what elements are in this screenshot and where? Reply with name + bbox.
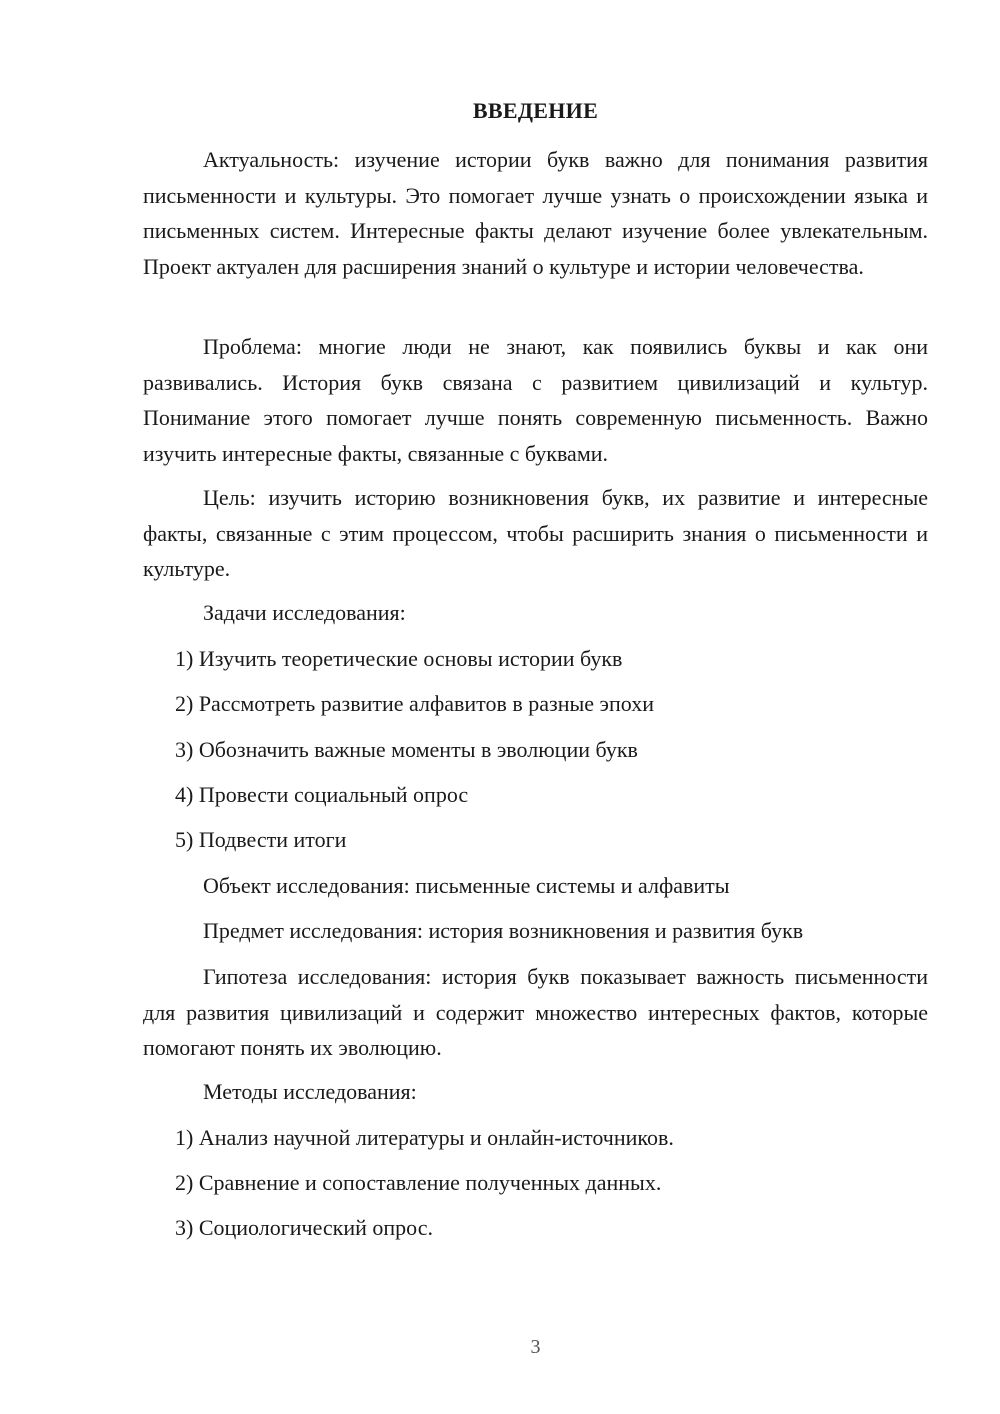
research-object: Объект исследования: письменные системы и алфавиты	[203, 873, 730, 898]
relevance-paragraph: Актуальность: изучение истории букв важно для понимания развития письменности и культуры. Это помогает лучше узнать о происхождении языка и письменных систем. Интересные факты делают изучение более увлекательным. Проект актуален для расширения знаний о культуре и истории человечества.	[143, 147, 928, 279]
methods-heading: Методы исследования:	[203, 1079, 417, 1104]
method-item: 3) Социологический опрос.	[175, 1215, 433, 1240]
method-item: 1) Анализ научной литературы и онлайн-источников.	[175, 1125, 674, 1150]
task-item: 5) Подвести итоги	[175, 827, 347, 852]
task-item: 1) Изучить теоретические основы истории букв	[175, 646, 623, 671]
task-item: 4) Провести социальный опрос	[175, 782, 469, 807]
task-item: 3) Обозначить важные моменты в эволюции букв	[175, 737, 638, 762]
hypothesis-paragraph: Гипотеза исследования: история букв показывает важность письменности для развития цивилизаций и содержит множество интересных фактов, которые помогают понять их эволюцию.	[143, 964, 928, 1060]
page-number: 3	[530, 1336, 541, 1358]
research-subject: Предмет исследования: история возникновения и развития букв	[203, 918, 804, 943]
page-title: ВВЕДЕНИЕ	[472, 98, 599, 123]
task-item: 2) Рассмотреть развитие алфавитов в разные эпохи	[175, 691, 654, 716]
goal-paragraph: Цель: изучить историю возникновения букв, их развитие и интересные факты, связанные с этим процессом, чтобы расширить знания о письменности и культуре.	[143, 485, 928, 581]
method-item: 2) Сравнение и сопоставление полученных данных.	[175, 1170, 662, 1195]
tasks-heading: Задачи исследования:	[203, 600, 406, 625]
problem-paragraph: Проблема: многие люди не знают, как появились буквы и как они развивались. История букв связана с развитием цивилизаций и культур. Понимание этого помогает лучше понять современную письменность. Важно изучить интересные факты, связанные с буквами.	[143, 334, 928, 466]
